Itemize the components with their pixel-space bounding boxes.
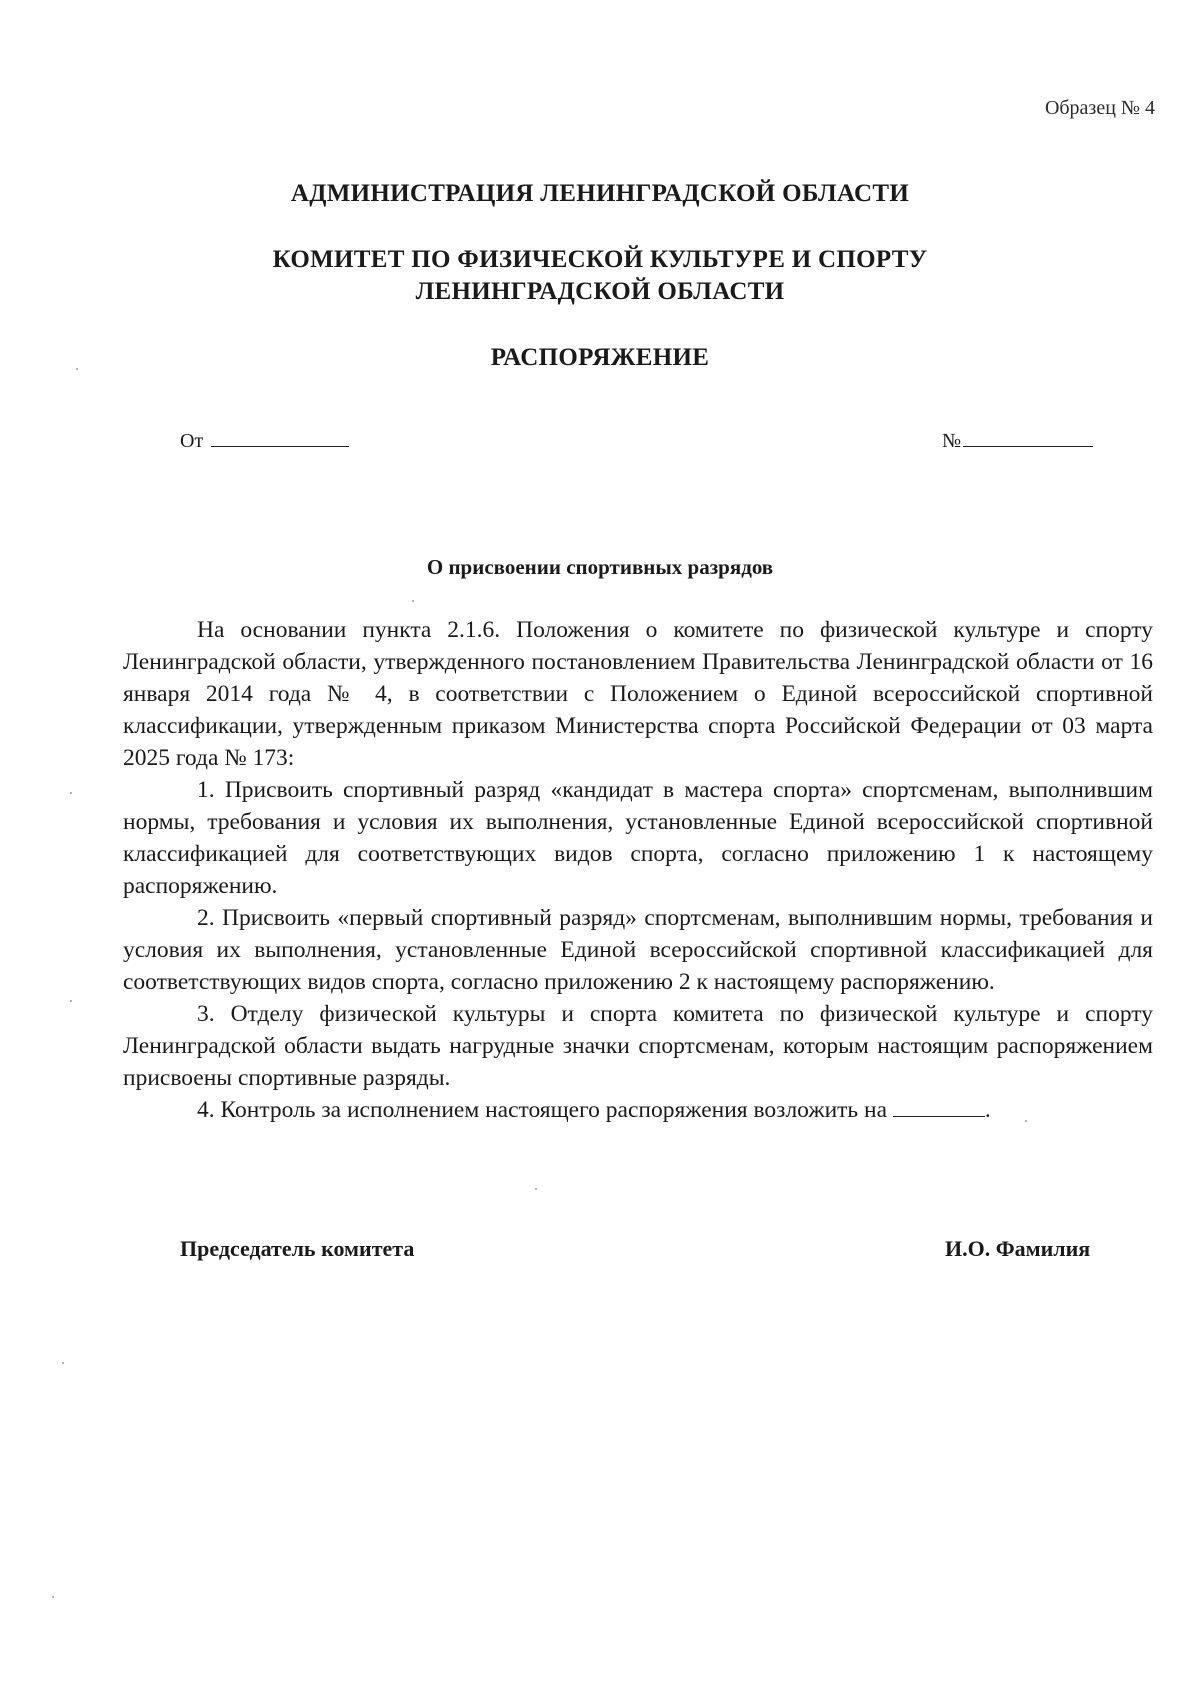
sample-label: Образец № 4	[1044, 97, 1155, 119]
item-2-paragraph: 2. Присвоить «первый спортивный разряд» спортсменам, выполнившим нормы, требования и условия их выполнения, установленные Единой всероссийской спортивной классификацией для соответствующих видов спорта, согласно приложению 2 к настоящему распоряжению.	[123, 905, 1153, 995]
document-subject: О присвоении спортивных разрядов	[426, 555, 774, 579]
date-blank-line	[211, 428, 349, 447]
date-field	[180, 428, 349, 453]
item-4-paragraph	[123, 1094, 1153, 1126]
administration-title: АДМИНИСТРАЦИЯ ЛЕНИНГРАДСКОЙ ОБЛАСТИ	[290, 180, 910, 207]
document-body	[123, 614, 1153, 1126]
signer-position: Председатель комитета	[180, 1236, 415, 1261]
scan-speck	[76, 368, 78, 370]
scan-speck	[70, 792, 72, 794]
number-field	[942, 428, 1093, 453]
scan-speck	[1025, 1120, 1027, 1122]
item-1-paragraph: 1. Присвоить спортивный разряд «кандидат в мастера спорта» спортсменам, выполнившим нормы, требования и условия их выполнения, установленные Единой всероссийской спортивной классификацией для соответствующих видов спорта, согласно приложению 1 к настоящему распоряжению.	[123, 777, 1153, 899]
preamble-paragraph: На основании пункта 2.1.6. Положения о комитете по физической культуре и спорту Ленинградской области, утвержденного постановлением Правительства Ленинградской области от 16 января 2014 года № 4, в соответствии с Положением о Единой всероссийской спортивной классификации, утвержденным приказом Министерства спорта Российской Федерации от 03 марта 2025 года № 173:	[123, 617, 1153, 771]
scan-speck	[70, 1000, 72, 1002]
item-3-paragraph: 3. Отделу физической культуры и спорта комитета по физической культуре и спорту Ленинградской области выдать нагрудные значки спортсменам, которым настоящим распоряжением присвоены спортивные разряды.	[123, 1001, 1153, 1091]
date-label: От	[180, 430, 204, 452]
scan-speck	[62, 1362, 64, 1364]
scan-speck	[52, 1596, 54, 1598]
signer-name: И.О. Фамилия	[945, 1236, 1091, 1261]
committee-title-line1: КОМИТЕТ ПО ФИЗИЧЕСКОЙ КУЛЬТУРЕ И СПОРТУ	[272, 246, 928, 273]
scan-speck	[412, 600, 414, 602]
responsible-blank-line	[893, 1096, 985, 1117]
scan-speck	[535, 1188, 537, 1190]
number-label: №	[942, 430, 962, 452]
item-4-end: .	[984, 1097, 991, 1123]
committee-title-line2: ЛЕНИНГРАДСКОЙ ОБЛАСТИ	[415, 278, 785, 305]
number-blank-line	[963, 428, 1093, 447]
item-4-text: 4. Контроль за исполнением настоящего распоряжения возложить на	[197, 1097, 888, 1123]
document-type: РАСПОРЯЖЕНИЕ	[490, 344, 710, 371]
